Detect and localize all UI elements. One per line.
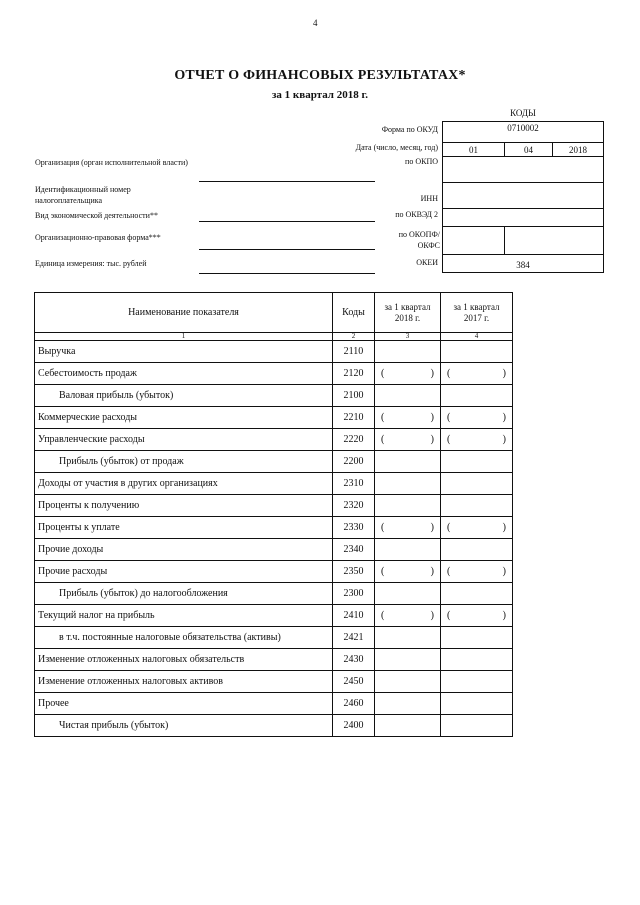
negative-value-brackets: [378, 610, 437, 621]
table-row: [35, 605, 513, 627]
okopf-field[interactable]: [442, 226, 505, 255]
table-row: [35, 715, 513, 737]
value-cell-current[interactable]: [375, 671, 441, 693]
row-code: 2200: [333, 451, 375, 473]
okei-label: ОКЕИ: [416, 258, 438, 267]
value-cell-previous[interactable]: [441, 495, 513, 517]
value-cell-previous[interactable]: [441, 451, 513, 473]
header-name: Наименование показателя: [35, 293, 333, 333]
value-cell-previous[interactable]: [441, 605, 513, 627]
table-row: [35, 385, 513, 407]
table-row: [35, 363, 513, 385]
negative-value-brackets: [378, 412, 437, 423]
date-label: Дата (число, месяц, год): [355, 143, 438, 152]
okfs-field[interactable]: [504, 226, 604, 255]
value-cell-previous[interactable]: [441, 715, 513, 737]
row-name: Доходы от участия в других организациях: [35, 473, 333, 495]
negative-value-brackets: [444, 434, 509, 445]
open-paren: (: [447, 412, 451, 423]
open-paren: (: [381, 566, 385, 577]
value-cell-current[interactable]: [375, 627, 441, 649]
table-row: [35, 451, 513, 473]
table-row: [35, 495, 513, 517]
row-name: Прибыль (убыток) от продаж: [35, 451, 333, 473]
row-name: Проценты к уплате: [35, 517, 333, 539]
row-name: Прибыль (убыток) до налогообложения: [35, 583, 333, 605]
value-cell-previous[interactable]: [441, 539, 513, 561]
okpo-field[interactable]: [442, 156, 604, 183]
value-cell-previous[interactable]: [441, 693, 513, 715]
header-code: Коды: [333, 293, 375, 333]
value-cell-previous[interactable]: [441, 473, 513, 495]
row-code: 2430: [333, 649, 375, 671]
negative-value-brackets: [444, 566, 509, 577]
table-row: [35, 671, 513, 693]
header-period-previous: за 1 квартал 2017 г.: [441, 293, 513, 333]
column-number: 1: [35, 333, 333, 341]
row-name: Прочие доходы: [35, 539, 333, 561]
negative-value-brackets: [378, 522, 437, 533]
row-name: Выручка: [35, 341, 333, 363]
value-cell-current[interactable]: [375, 473, 441, 495]
close-paren: ): [502, 412, 506, 423]
open-paren: (: [381, 412, 385, 423]
row-code: 2300: [333, 583, 375, 605]
row-code: 2210: [333, 407, 375, 429]
table-row: [35, 561, 513, 583]
open-paren: (: [447, 566, 451, 577]
close-paren: ): [430, 566, 434, 577]
value-cell-previous[interactable]: [441, 385, 513, 407]
open-paren: (: [381, 522, 385, 533]
value-cell-current[interactable]: [375, 561, 441, 583]
okei-value: 384: [516, 260, 530, 270]
column-number: 4: [441, 333, 513, 341]
row-name: Прочее: [35, 693, 333, 715]
row-name: Изменение отложенных налоговых обязательств: [35, 649, 333, 671]
row-code: 2460: [333, 693, 375, 715]
value-cell-current[interactable]: [375, 539, 441, 561]
value-cell-current[interactable]: [375, 693, 441, 715]
value-cell-current[interactable]: [375, 451, 441, 473]
value-cell-current[interactable]: [375, 363, 441, 385]
row-code: 2320: [333, 495, 375, 517]
row-code: 2350: [333, 561, 375, 583]
row-code: 2100: [333, 385, 375, 407]
value-cell-current[interactable]: [375, 605, 441, 627]
row-code: 2120: [333, 363, 375, 385]
okved-field[interactable]: [442, 208, 604, 227]
row-code: 2400: [333, 715, 375, 737]
row-name: Коммерческие расходы: [35, 407, 333, 429]
value-cell-previous[interactable]: [441, 407, 513, 429]
row-code: 2450: [333, 671, 375, 693]
value-cell-previous[interactable]: [441, 341, 513, 363]
open-paren: (: [381, 368, 385, 379]
close-paren: ): [502, 522, 506, 533]
okved-label: по ОКВЭД 2: [395, 210, 438, 219]
inn-field[interactable]: [442, 182, 604, 209]
report-title: ОТЧЕТ О ФИНАНСОВЫХ РЕЗУЛЬТАТАХ*: [174, 68, 466, 83]
page-number: 4: [313, 18, 318, 28]
close-paren: ): [430, 522, 434, 533]
organization-label: Организация (орган исполнительной власти): [35, 158, 188, 167]
value-cell-previous[interactable]: [441, 627, 513, 649]
value-cell-current[interactable]: [375, 517, 441, 539]
negative-value-brackets: [444, 522, 509, 533]
table-row: [35, 649, 513, 671]
close-paren: ): [430, 434, 434, 445]
negative-value-brackets: [444, 368, 509, 379]
negative-value-brackets: [378, 566, 437, 577]
value-cell-current[interactable]: [375, 429, 441, 451]
open-paren: (: [447, 368, 451, 379]
close-paren: ): [502, 566, 506, 577]
organization-line[interactable]: [199, 181, 375, 182]
row-code: 2110: [333, 341, 375, 363]
row-name: Проценты к получению: [35, 495, 333, 517]
close-paren: ): [502, 368, 506, 379]
value-cell-previous[interactable]: [441, 583, 513, 605]
inn-description-label: Идентификационный номер налогоплательщика: [35, 185, 131, 205]
report-period: за 1 квартал 2018 г.: [272, 89, 368, 101]
column-number: 2: [333, 333, 375, 341]
row-code: 2340: [333, 539, 375, 561]
date-month: 04: [524, 145, 533, 155]
negative-value-brackets: [378, 368, 437, 379]
okud-value: 0710002: [507, 123, 539, 133]
value-cell-previous[interactable]: [441, 517, 513, 539]
table-row: [35, 429, 513, 451]
row-name: в т.ч. постоянные налоговые обязательства (активы): [35, 627, 333, 649]
table-row: [35, 341, 513, 363]
codes-label: КОДЫ: [510, 108, 536, 118]
table-row: [35, 693, 513, 715]
unit-label: Единица измерения: тыс. рублей: [35, 259, 147, 268]
open-paren: (: [447, 434, 451, 445]
value-cell-current[interactable]: [375, 341, 441, 363]
value-cell-current[interactable]: [375, 407, 441, 429]
inn-label: ИНН: [420, 194, 438, 203]
table-row: [35, 407, 513, 429]
negative-value-brackets: [444, 412, 509, 423]
activity-line[interactable]: [199, 221, 375, 222]
row-name: Изменение отложенных налоговых активов: [35, 671, 333, 693]
close-paren: ): [502, 610, 506, 621]
row-name: Управленческие расходы: [35, 429, 333, 451]
close-paren: ): [502, 434, 506, 445]
row-name: Себестоимость продаж: [35, 363, 333, 385]
value-cell-previous[interactable]: [441, 671, 513, 693]
value-cell-previous[interactable]: [441, 429, 513, 451]
table-row: [35, 583, 513, 605]
table-row: [35, 539, 513, 561]
column-number: 3: [375, 333, 441, 341]
header-period-current: за 1 квартал 2018 г.: [375, 293, 441, 333]
table-row: [35, 473, 513, 495]
negative-value-brackets: [444, 610, 509, 621]
okud-label: Форма по ОКУД: [381, 125, 438, 134]
row-code: 2410: [333, 605, 375, 627]
value-cell-current[interactable]: [375, 495, 441, 517]
activity-label: Вид экономической деятельности**: [35, 211, 158, 220]
row-name: Текущий налог на прибыль: [35, 605, 333, 627]
row-name: Прочие расходы: [35, 561, 333, 583]
value-cell-current[interactable]: [375, 583, 441, 605]
table-header-row: [35, 293, 513, 333]
open-paren: (: [447, 610, 451, 621]
close-paren: ): [430, 412, 434, 423]
value-cell-previous[interactable]: [441, 649, 513, 671]
okpo-label: по ОКПО: [405, 157, 438, 166]
unit-line: [199, 273, 375, 274]
close-paren: ): [430, 368, 434, 379]
value-cell-current[interactable]: [375, 385, 441, 407]
table-row: [35, 517, 513, 539]
value-cell-current[interactable]: [375, 715, 441, 737]
open-paren: (: [381, 434, 385, 445]
row-name: Чистая прибыль (убыток): [35, 715, 333, 737]
row-code: 2220: [333, 429, 375, 451]
column-number-row: [35, 333, 513, 341]
legal-form-line[interactable]: [199, 249, 375, 250]
value-cell-previous[interactable]: [441, 561, 513, 583]
date-year: 2018: [569, 145, 587, 155]
row-code: 2421: [333, 627, 375, 649]
row-code: 2330: [333, 517, 375, 539]
row-code: 2310: [333, 473, 375, 495]
value-cell-previous[interactable]: [441, 363, 513, 385]
row-name: Валовая прибыль (убыток): [35, 385, 333, 407]
legal-form-label: Организационно-правовая форма***: [35, 233, 161, 242]
close-paren: ): [430, 610, 434, 621]
date-day: 01: [469, 145, 478, 155]
value-cell-current[interactable]: [375, 649, 441, 671]
financial-results-table: [34, 292, 513, 737]
negative-value-brackets: [378, 434, 437, 445]
open-paren: (: [447, 522, 451, 533]
okopf-label: по ОКОПФ/ ОКФС: [398, 230, 440, 250]
open-paren: (: [381, 610, 385, 621]
table-row: [35, 627, 513, 649]
